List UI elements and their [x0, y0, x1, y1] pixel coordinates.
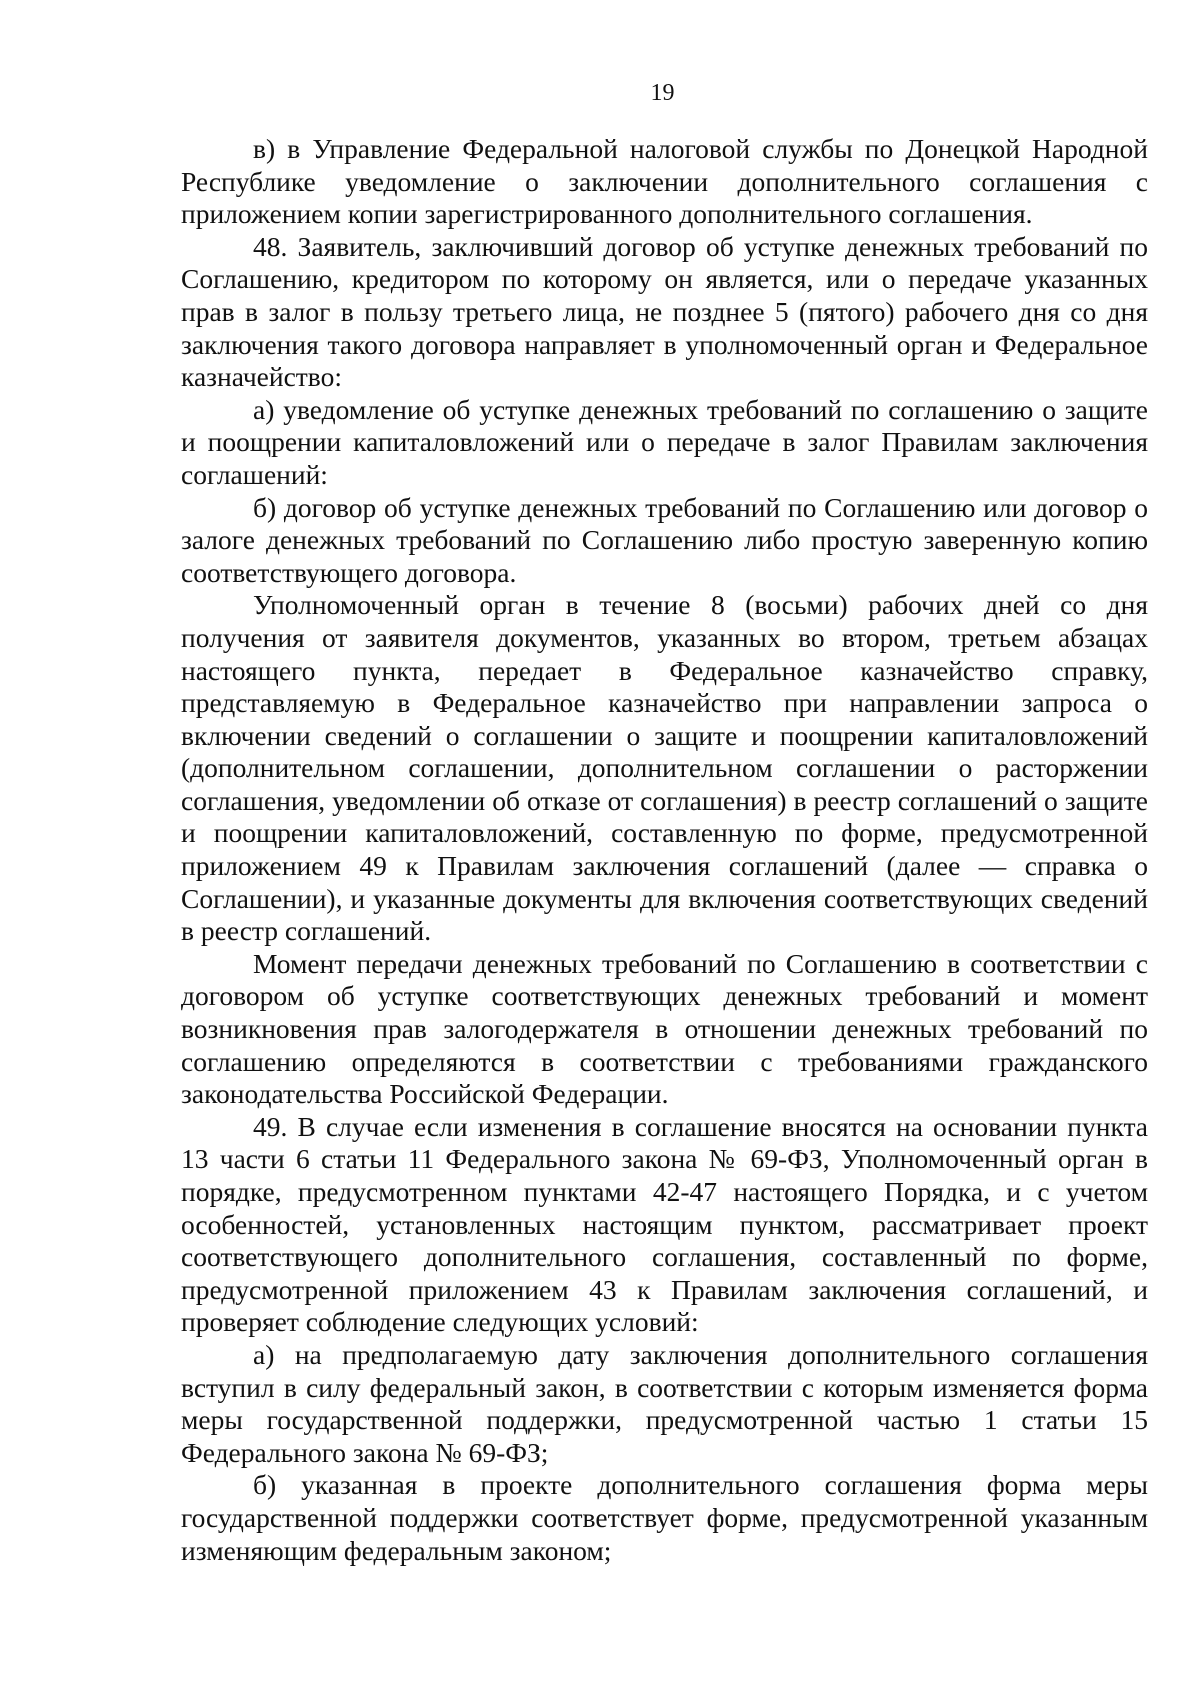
- paragraph-transfer-moment: Момент передачи денежных требований по Соглашению в соответствии с договором об уступке соответствующих денежных требований и момент возникновения прав залогодержателя в отношении денежных требований по соглашению определяются в соответствии с требованиями гражданского законодательства Российской Федерации.: [181, 947, 1148, 1110]
- paragraph-item-b-contract: б) договор об уступке денежных требований по Соглашению или договор о залоге денежных требований по Соглашению либо простую заверенную копию соответствующего договора.: [181, 491, 1148, 588]
- paragraph-item-v-tax-service: в) в Управление Федеральной налоговой службы по Донецкой Народной Республике уведомление о заключении дополнительного соглашения с приложением копии зарегистрированного дополнительного соглашения.: [181, 133, 1148, 230]
- paragraph-item-b-support-form: б) указанная в проекте дополнительного соглашения форма меры государственной поддержки соответствует форме, предусмотренной указанным изменяющим федеральным законом;: [181, 1469, 1148, 1566]
- page-number: 19: [650, 80, 675, 106]
- document-body: [181, 133, 1148, 1567]
- paragraph-49-amendments: 49. В случае если изменения в соглашение вносятся на основании пункта 13 части 6 статьи 11 Федерального закона № 69-ФЗ, Уполномоченный орган в порядке, предусмотренном пунктами 42-47 настоящего Порядка, и с учетом особенностей, установленных настоящим пунктом, рассматривает проект соответствующего дополнительного соглашения, составленный по форме, предусмотренной приложением 43 к Правилам заключения соглашений, и проверяет соблюдение следующих условий:: [181, 1110, 1148, 1338]
- paragraph-item-a-notification: а) уведомление об уступке денежных требований по соглашению о защите и поощрении капиталовложений или о передаче в залог Правилам заключения соглашений:: [181, 393, 1148, 490]
- paragraph-authorized-body-certificate: Уполномоченный орган в течение 8 (восьми) рабочих дней со дня получения от заявителя документов, указанных во втором, третьем абзацах настоящего пункта, передает в Федеральное казначейство справку, представляемую в Федеральное казначейство при направлении запроса о включении сведений о соглашении о защите и поощрении капиталовложений (дополнительном соглашении, дополнительном соглашении о расторжении соглашения, уведомлении об отказе от соглашения) в реестр соглашений о защите и поощрении капиталовложений, составленную по форме, предусмотренной приложением 49 к Правилам заключения соглашений (далее — справка о Соглашении), и указанные документы для включения соответствующих сведений в реестр соглашений.: [181, 589, 1148, 947]
- paragraph-48-assignment: 48. Заявитель, заключивший договор об уступке денежных требований по Соглашению, кредитором по которому он является, или о передаче указанных прав в залог в пользу третьего лица, не позднее 5 (пятого) рабочего дня со дня заключения такого договора направляет в уполномоченный орган и Федеральное казначейство:: [181, 230, 1148, 393]
- paragraph-item-a-federal-law: а) на предполагаемую дату заключения дополнительного соглашения вступил в силу федеральный закон, в соответствии с которым изменяется форма меры государственной поддержки, предусмотренной частью 1 статьи 15 Федерального закона № 69-ФЗ;: [181, 1338, 1148, 1468]
